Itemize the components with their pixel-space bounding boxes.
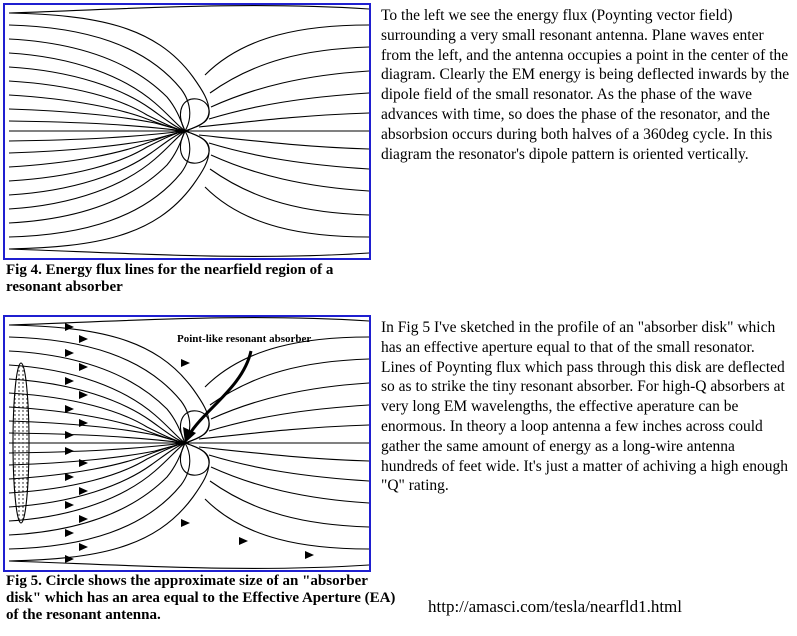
flux-lines [9, 318, 369, 569]
flux-line [9, 443, 185, 521]
flux-line [209, 143, 369, 169]
paragraph-energy-flux: To the left we see the energy flux (Poynting vector field) surrounding a very small resonant antenna. Plane waves enter from the left, and the antenna occupies a point in the center of the diagram. Clearly the EM energy is being deflected inwards by the dipole field of the small resonator. As the phase of the wave advances with time, so does the phase of the resonator, and the absorbsion occurs during both halves of a 360deg cycle. In this diagram the resonator's dipole pattern is oriented vertically. [381, 7, 790, 163]
flow-arrow [65, 405, 74, 413]
flux-line [205, 187, 369, 237]
flux-line [9, 131, 185, 141]
flow-arrow [65, 431, 74, 439]
flux-line [9, 443, 185, 479]
flux-line [9, 433, 185, 443]
flux-line [9, 249, 369, 256]
figure-4-diagram [3, 3, 371, 260]
flux-line [9, 351, 185, 443]
flux-line [9, 443, 185, 535]
flow-arrow [305, 551, 314, 559]
flow-arrow [65, 473, 74, 481]
flux-line [209, 405, 369, 431]
flow-arrow [239, 537, 248, 545]
flux-line [9, 318, 369, 325]
flux-line [210, 47, 369, 93]
flux-line [209, 93, 369, 119]
flux-line [9, 95, 185, 131]
flow-arrow [65, 555, 74, 563]
flux-lines-plot [5, 5, 369, 258]
flux-line [9, 365, 185, 443]
source-url[interactable]: http://amasci.com/tesla/nearfld1.html [428, 597, 682, 616]
flux-line [9, 53, 185, 131]
absorber-annotation: Point-like resonant absorber [177, 333, 312, 345]
absorber-disk [13, 363, 29, 523]
flow-arrow [65, 447, 74, 455]
flux-line [9, 131, 209, 249]
figure-5-diagram [3, 315, 371, 572]
flow-arrow [79, 363, 88, 371]
flow-arrow [79, 335, 88, 343]
flow-arrow [181, 359, 190, 367]
flux-line [9, 121, 185, 131]
flux-line [9, 561, 369, 568]
flux-line [9, 39, 185, 131]
figure-5-caption: Fig 5. Circle shows the approximate size of an "absorber disk" which has an area equal to the Effective Aperture (EA) of the resonant antenna. [6, 573, 396, 623]
flow-arrow [79, 515, 88, 523]
figure-4-caption: Fig 4. Energy flux lines for the nearfield region of a resonant absorber [6, 262, 334, 295]
flow-arrow [79, 543, 88, 551]
flux-line [9, 6, 369, 13]
flux-line [9, 443, 185, 453]
flux-line [9, 131, 185, 223]
flux-line [9, 13, 209, 131]
flux-line [9, 407, 185, 443]
flux-line [205, 499, 369, 549]
flow-arrow [65, 529, 74, 537]
flow-arrow [65, 323, 74, 331]
flux-line [210, 169, 369, 215]
flux-line [9, 131, 185, 167]
flux-line [205, 25, 369, 75]
flux-line [9, 131, 185, 209]
flow-arrow [65, 377, 74, 385]
flux-lines-plot-with-disk [5, 317, 369, 570]
flow-arrow [65, 349, 74, 357]
flux-line [9, 443, 209, 561]
flux-lines [9, 6, 369, 257]
flux-line [209, 455, 369, 481]
flow-arrow [65, 501, 74, 509]
flow-arrow [181, 519, 190, 527]
paragraph-absorber-disk: In Fig 5 I've sketched in the profile of an "absorber disk" which has an effective aperture equal to that of the small resonator. Lines of Poynting flux which pass through this disk are deflected so as to strike the tiny resonant absorber. For high-Q absorbers at very long EM wavelengths, the effective aperature can be enormous. In theory a loop antenna a few inches across could gather the same amount of energy as a long-wire antenna hundreds of feet wide. It's just a matter of achiving a high enough "Q" rating. [381, 319, 788, 495]
flux-line [210, 481, 369, 527]
